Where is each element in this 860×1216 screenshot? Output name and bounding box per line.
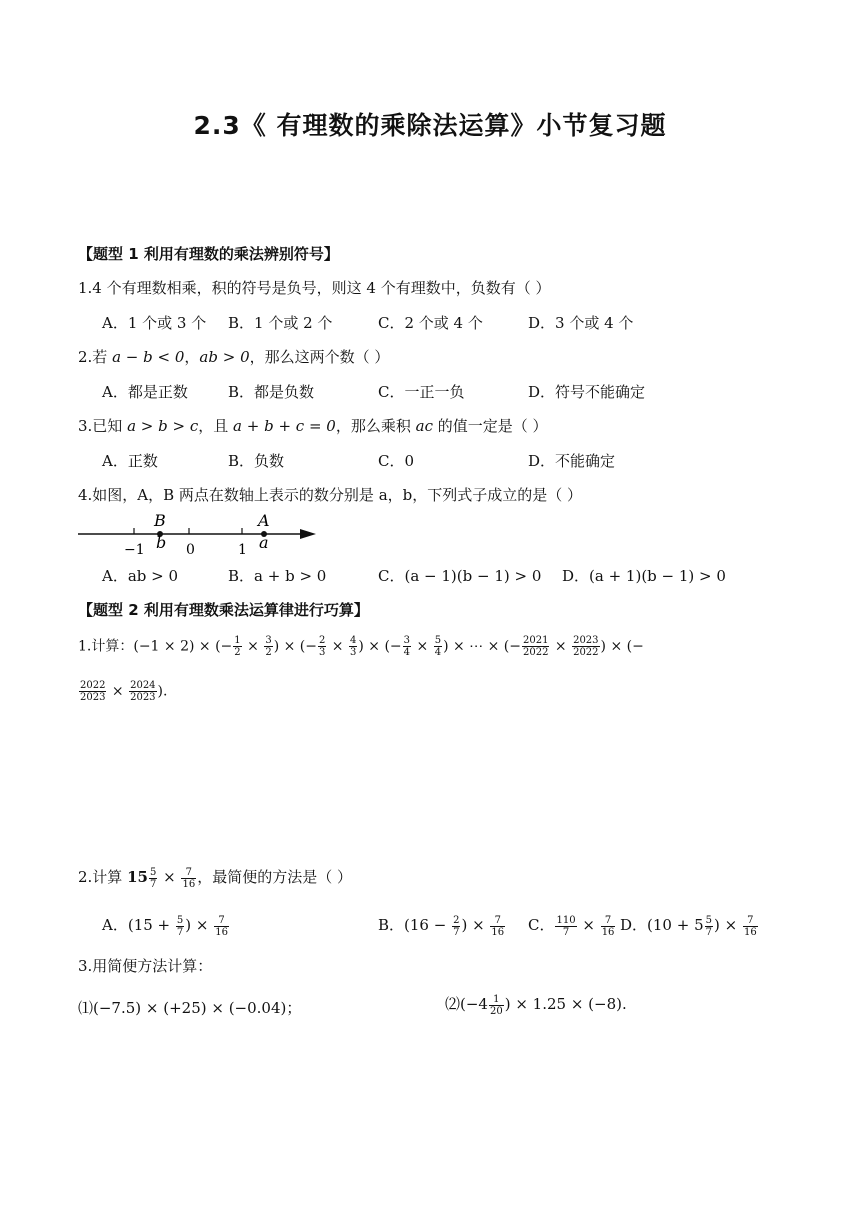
point-a-label: A <box>258 511 270 530</box>
fraction: $\frac{1}{2}$ <box>234 635 241 658</box>
fraction: $\frac{5}{7}$ <box>176 914 184 938</box>
q3-variable: ac <box>415 417 433 435</box>
q2-1-head: (−1 × 2) × (− <box>133 638 233 655</box>
value-a-label: a <box>259 533 269 552</box>
question-1-1-option-d: D．3 个或 4 个 <box>528 314 634 332</box>
fraction: $\frac{110}{7}$ <box>556 914 576 938</box>
fraction: $\frac{2}{3}$ <box>318 635 326 658</box>
point-b-label: B <box>154 511 166 530</box>
tick-label-1: 1 <box>238 542 247 558</box>
fraction: $\frac{7}{16}$ <box>491 914 505 938</box>
question-1-3-option-b: B．负数 <box>228 452 285 470</box>
question-2-3-stem: 3.用简便方法计算： <box>78 957 213 975</box>
question-1-4-stem: 4.如图，A，B 两点在数轴上表示的数分别是 a，b，下列式子成立的是（ ） <box>78 486 583 504</box>
question-1-3-stem <box>78 415 548 436</box>
fraction: $\frac{4}{3}$ <box>350 635 357 658</box>
question-1-2-stem <box>78 346 389 367</box>
question-2-1-line-1: 1.计算：(−1 × 2) × (− $\frac{1}{2}$ × $\frac{3}{2}$ ) × (− $\frac{2}{3}$ × $\frac{4}{3}$ ) × (− $\frac{3}{4}$ × $\frac{5}{4}$ ) × ⋯ × (− $\frac{2021}{2022}$ × $\frac{2023}{2022}$ ) × (− <box>78 635 644 658</box>
question-2-2-option-d: D．(10 + 5 $\frac{5}{7}$ ) × $\frac{7}{16}$ <box>620 914 757 938</box>
question-2-2-option-c: C． $\frac{110}{7}$ × $\frac{7}{16}$ <box>528 914 615 938</box>
tick-label-minus-1: −1 <box>124 542 145 558</box>
question-2-3-part-1: ⑴(−7.5) × (+25) × (−0.04)； <box>78 999 302 1017</box>
question-1-1-stem: 1.4 个有理数相乘，积的符号是负号，则这 4 个有理数中，负数有（ ） <box>78 279 551 297</box>
q3-mid: ，且 <box>198 417 234 435</box>
q2-prefix: 2.若 <box>78 348 113 366</box>
question-1-1-option-a: A．1 个或 3 个 <box>102 314 207 332</box>
question-1-2-option-d: D．符号不能确定 <box>528 383 646 401</box>
question-2-2-option-a: A．(15 + $\frac{5}{7}$ ) × $\frac{7}{16}$ <box>102 914 228 938</box>
question-1-4-option-c: C．(a − 1)(b − 1) > 0 <box>378 567 542 585</box>
fraction: $\frac{7}{16}$ <box>182 866 196 890</box>
q2-suffix: ，那么这两个数（ ） <box>249 348 390 366</box>
question-2-1-line-2: $\frac{2022}{2023}$ × $\frac{2024}{2023}$ ). <box>80 680 168 703</box>
fraction: $\frac{7}{16}$ <box>215 914 228 938</box>
question-1-3-option-a: A．正数 <box>102 452 158 470</box>
fraction: $\frac{7}{16}$ <box>743 914 757 938</box>
question-2-2-stem: 2.计算 15 $\frac{5}{7}$ × $\frac{7}{16}$ ，最简便的方法是（ ） <box>78 866 352 890</box>
q2-condition-2: ab > 0 <box>199 348 250 366</box>
section-2-heading: 【题型 2 利用有理数乘法运算律进行巧算】 <box>78 601 369 619</box>
question-1-3-option-c: C．0 <box>378 452 415 470</box>
fraction: $\frac{2021}{2022}$ <box>522 635 549 658</box>
number-line-figure <box>76 510 321 560</box>
question-2-2-option-b: B．(16 − $\frac{2}{7}$ ) × $\frac{7}{16}$ <box>378 914 505 938</box>
fraction: $\frac{3}{4}$ <box>403 635 411 658</box>
fraction: $\frac{3}{2}$ <box>265 635 272 658</box>
fraction: $\frac{2023}{2022}$ <box>573 635 599 658</box>
fraction: $\frac{5}{7}$ <box>149 866 157 890</box>
q3-condition-1: a > b > c <box>127 417 199 435</box>
fraction: $\frac{2022}{2023}$ <box>80 680 106 703</box>
question-1-1-option-c: C．2 个或 4 个 <box>378 314 483 332</box>
fraction: $\frac{5}{7}$ <box>705 914 712 938</box>
section-1-heading: 【题型 1 利用有理数的乘法辨别符号】 <box>78 245 339 263</box>
question-1-2-option-c: C．一正一负 <box>378 383 465 401</box>
q3-condition-2: a + b + c = 0 <box>233 417 336 435</box>
question-2-3-part-2: ⑵(−4 $\frac{1}{20}$ ) × 1.25 × (−8). <box>445 993 627 1017</box>
fraction: $\frac{5}{4}$ <box>434 635 442 658</box>
page-title: 2.3《 有理数的乘除法运算》小节复习题 <box>193 111 667 140</box>
fraction: $\frac{7}{16}$ <box>601 914 615 938</box>
q3-prefix: 3.已知 <box>78 417 128 435</box>
question-1-4-option-a: A．ab > 0 <box>102 567 179 585</box>
q3-mid2: ，那么乘积 <box>335 417 416 435</box>
question-1-2-option-b: B．都是负数 <box>228 383 315 401</box>
question-1-1-option-b: B．1 个或 2 个 <box>228 314 333 332</box>
question-1-4-option-d: D．(a + 1)(b − 1) > 0 <box>562 567 726 585</box>
fraction: $\frac{2}{7}$ <box>453 914 460 938</box>
value-b-label: b <box>156 533 167 552</box>
question-1-3-option-d: D．不能确定 <box>528 452 616 470</box>
number-line-arrow <box>300 529 316 539</box>
q2-1-label: 1.计算： <box>78 638 134 655</box>
q2-condition-1: a − b < 0 <box>112 348 185 366</box>
q2-separator: ， <box>184 348 200 366</box>
question-1-2-option-a: A．都是正数 <box>102 383 188 401</box>
question-1-4-option-b: B．a + b > 0 <box>228 567 327 585</box>
fraction: $\frac{2024}{2023}$ <box>130 680 156 703</box>
q3-suffix: 的值一定是（ ） <box>432 417 548 435</box>
tick-label-0: 0 <box>186 542 195 558</box>
fraction: $\frac{1}{20}$ <box>489 993 503 1017</box>
